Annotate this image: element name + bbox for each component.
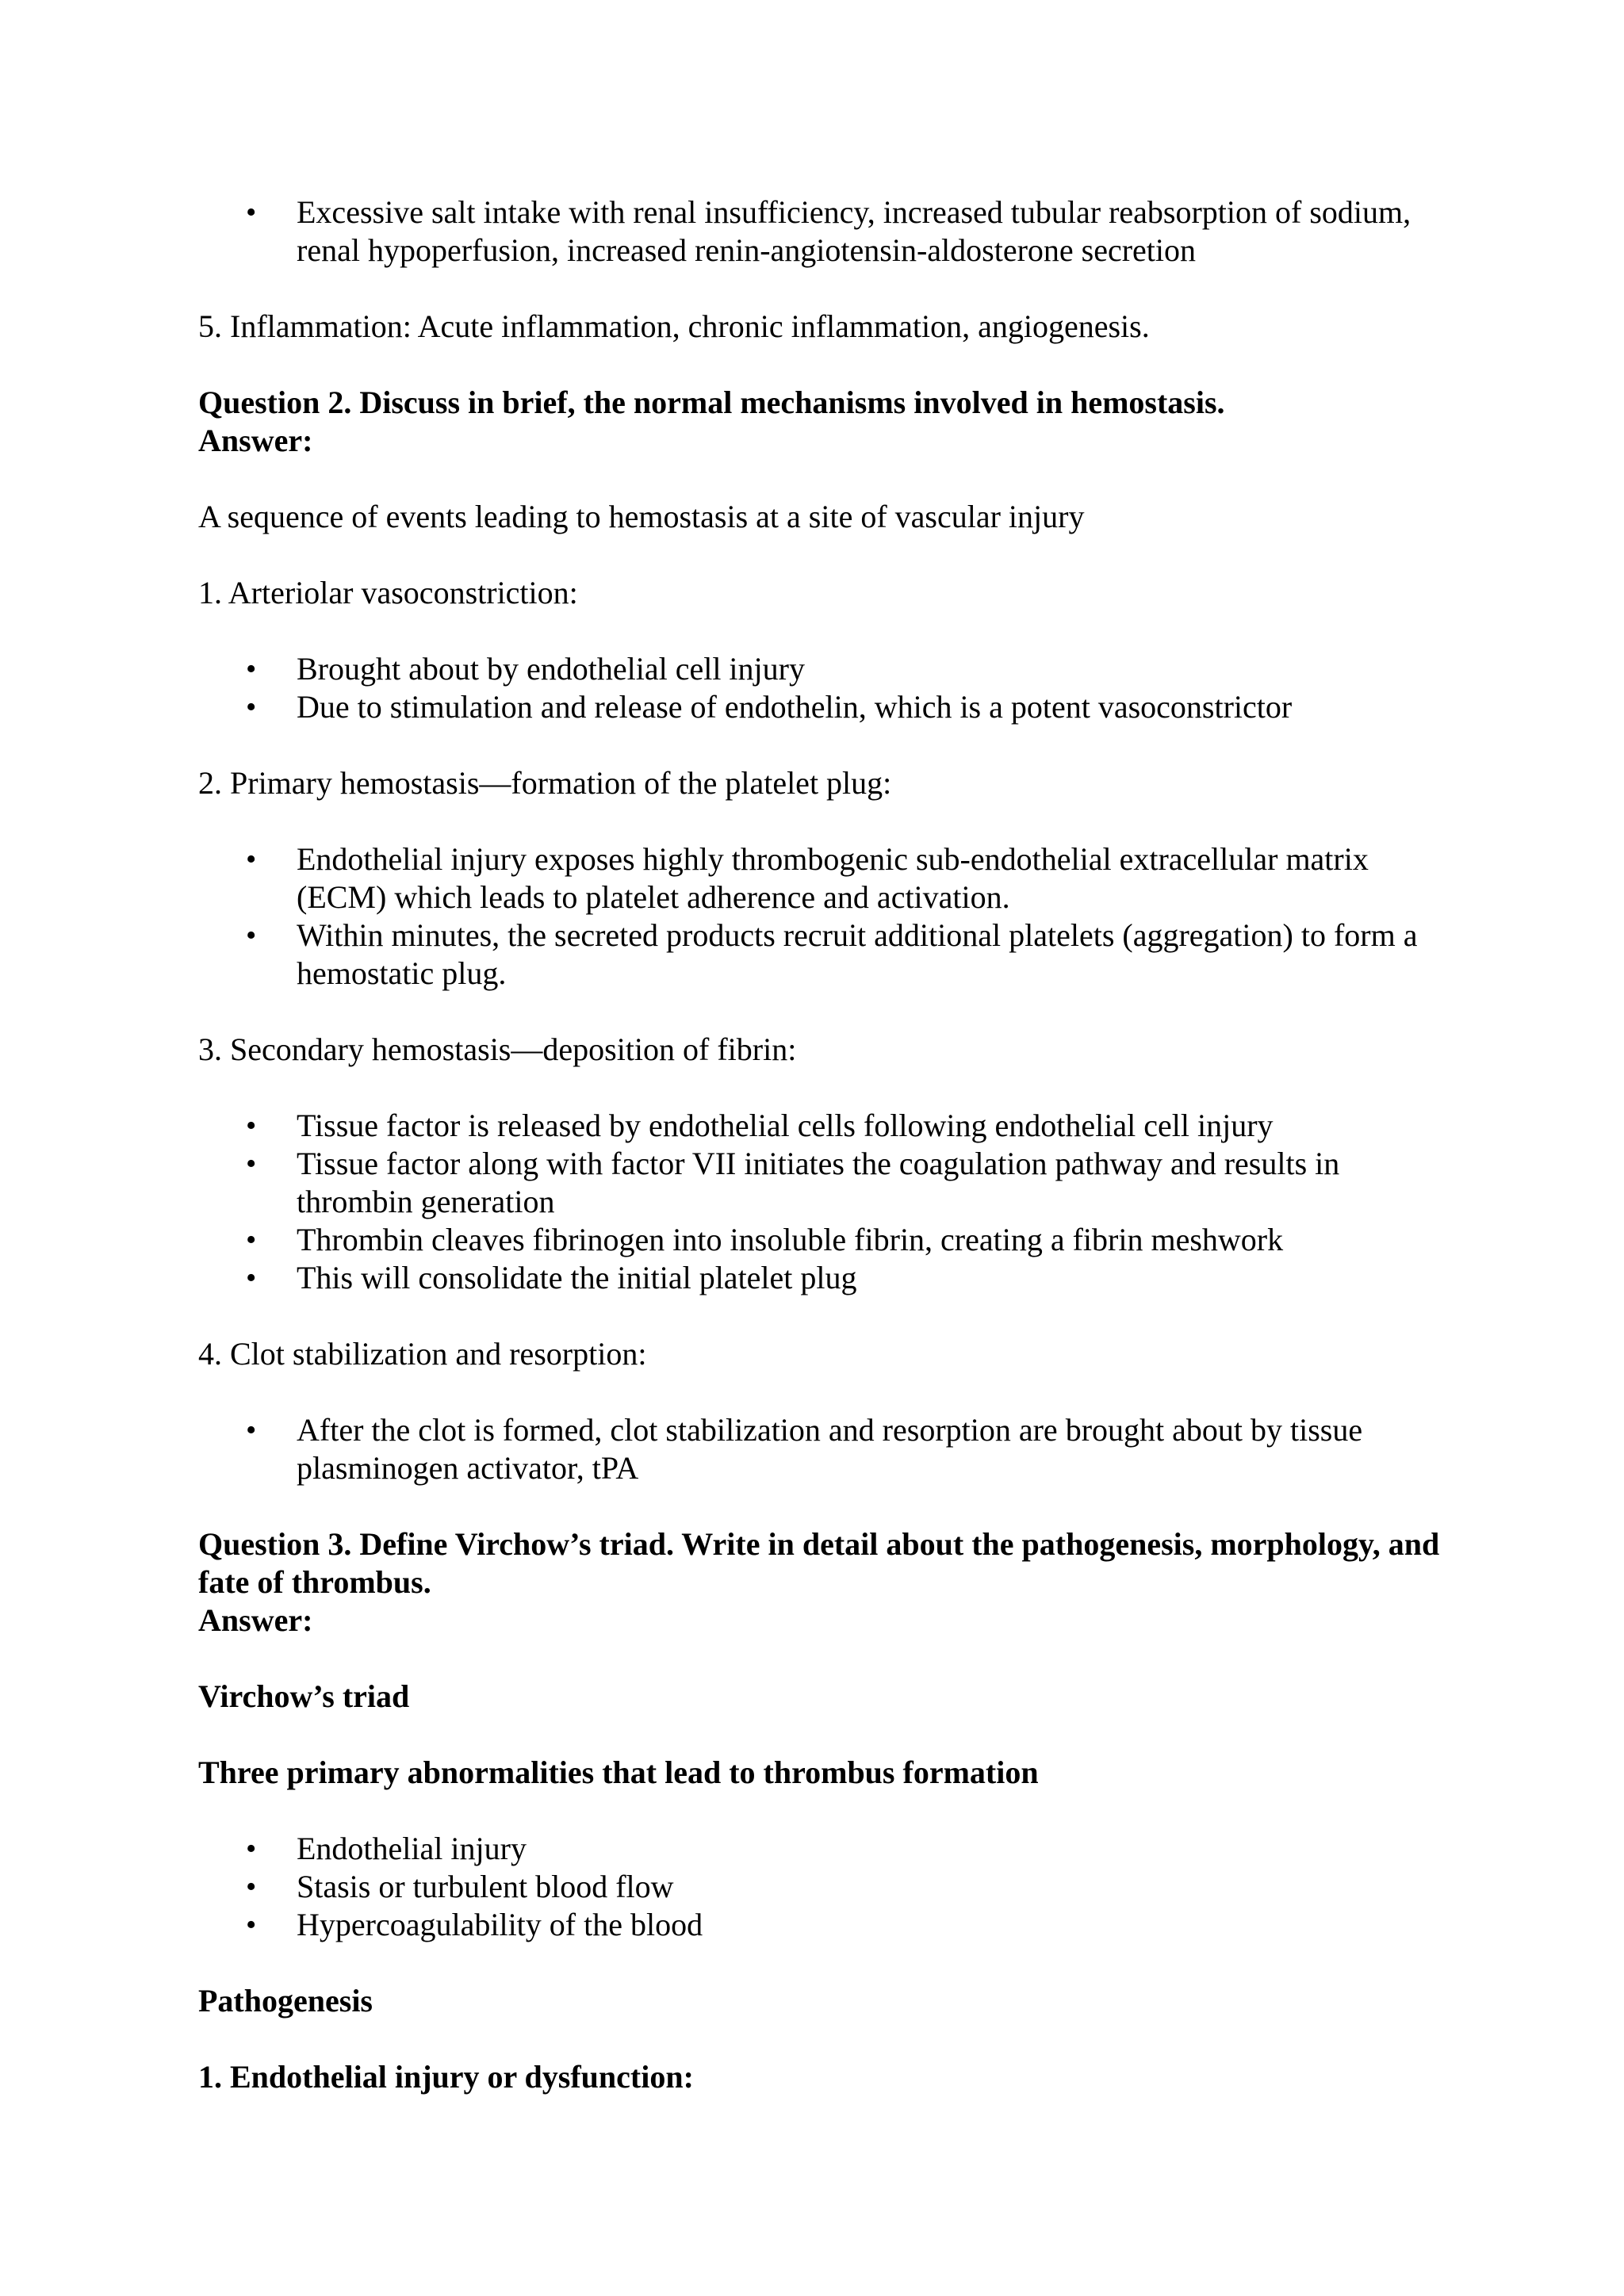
section-label: 4. Clot stabilization and resorption: bbox=[198, 1336, 647, 1372]
question-block bbox=[198, 1525, 1451, 1640]
bullet-item: • Stasis or turbulent blood flow bbox=[198, 1868, 1451, 1906]
bullet-item: • This will consolidate the initial platelet plug bbox=[198, 1259, 1451, 1297]
bullet-item: • After the clot is formed, clot stabilization and resorption are brought about by tissue plasminogen activator, tPA bbox=[198, 1411, 1451, 1487]
subheading: Virchow’s triad bbox=[198, 1678, 410, 1714]
subheading: Three primary abnormalities that lead to thrombus formation bbox=[198, 1755, 1039, 1790]
bullet-list bbox=[198, 1411, 1451, 1487]
bullet-list bbox=[198, 650, 1451, 726]
bullet-item: • Endothelial injury exposes highly thrombogenic sub-endothelial extracellular matrix (ECM) which leads to platelet adherence and activation. bbox=[198, 840, 1451, 916]
section-label: 3. Secondary hemostasis—deposition of fibrin: bbox=[198, 1031, 797, 1067]
bullet-item: • Hypercoagulability of the blood bbox=[198, 1906, 1451, 1944]
subheading: 1. Endothelial injury or dysfunction: bbox=[198, 2059, 694, 2095]
answer-label: Answer: bbox=[198, 1602, 313, 1638]
question-text: Question 2. Discuss in brief, the normal mechanisms involved in hemostasis. bbox=[198, 385, 1225, 420]
section-label: 2. Primary hemostasis—formation of the platelet plug: bbox=[198, 765, 892, 801]
paragraph: 5. Inflammation: Acute inflammation, chronic inflammation, angiogenesis. bbox=[198, 308, 1150, 344]
question-text: Question 3. Define Virchow’s triad. Write in detail about the pathogenesis, morphology, and fate of thrombus. bbox=[198, 1526, 1440, 1600]
bullet-item: • Within minutes, the secreted products recruit additional platelets (aggregation) to form a hemostatic plug. bbox=[198, 916, 1451, 993]
bullet-item: • Brought about by endothelial cell injury bbox=[198, 650, 1451, 688]
bullet-item: • Tissue factor is released by endothelial cells following endothelial cell injury bbox=[198, 1107, 1451, 1145]
bullet-list bbox=[198, 840, 1451, 993]
section-label: 1. Arteriolar vasoconstriction: bbox=[198, 575, 578, 610]
bullet-item: • Tissue factor along with factor VII initiates the coagulation pathway and results in thrombin generation bbox=[198, 1145, 1451, 1221]
bullet-list bbox=[198, 1107, 1451, 1297]
paragraph: A sequence of events leading to hemostasis at a site of vascular injury bbox=[198, 499, 1085, 534]
bullet-item: • Due to stimulation and release of endothelin, which is a potent vasoconstrictor bbox=[198, 688, 1451, 726]
bullet-list bbox=[198, 1830, 1451, 1944]
bullet-item: • Endothelial injury bbox=[198, 1830, 1451, 1868]
document-page bbox=[198, 193, 1451, 2134]
bullet-item: • Thrombin cleaves fibrinogen into insoluble fibrin, creating a fibrin meshwork bbox=[198, 1221, 1451, 1259]
bullet-list bbox=[198, 193, 1451, 270]
bullet-item: • Excessive salt intake with renal insufficiency, increased tubular reabsorption of sodium, renal hypoperfusion, increased renin-angiotensin-aldosterone secretion bbox=[198, 193, 1451, 270]
question-block bbox=[198, 384, 1451, 460]
subheading: Pathogenesis bbox=[198, 1983, 373, 2019]
answer-label: Answer: bbox=[198, 423, 313, 458]
